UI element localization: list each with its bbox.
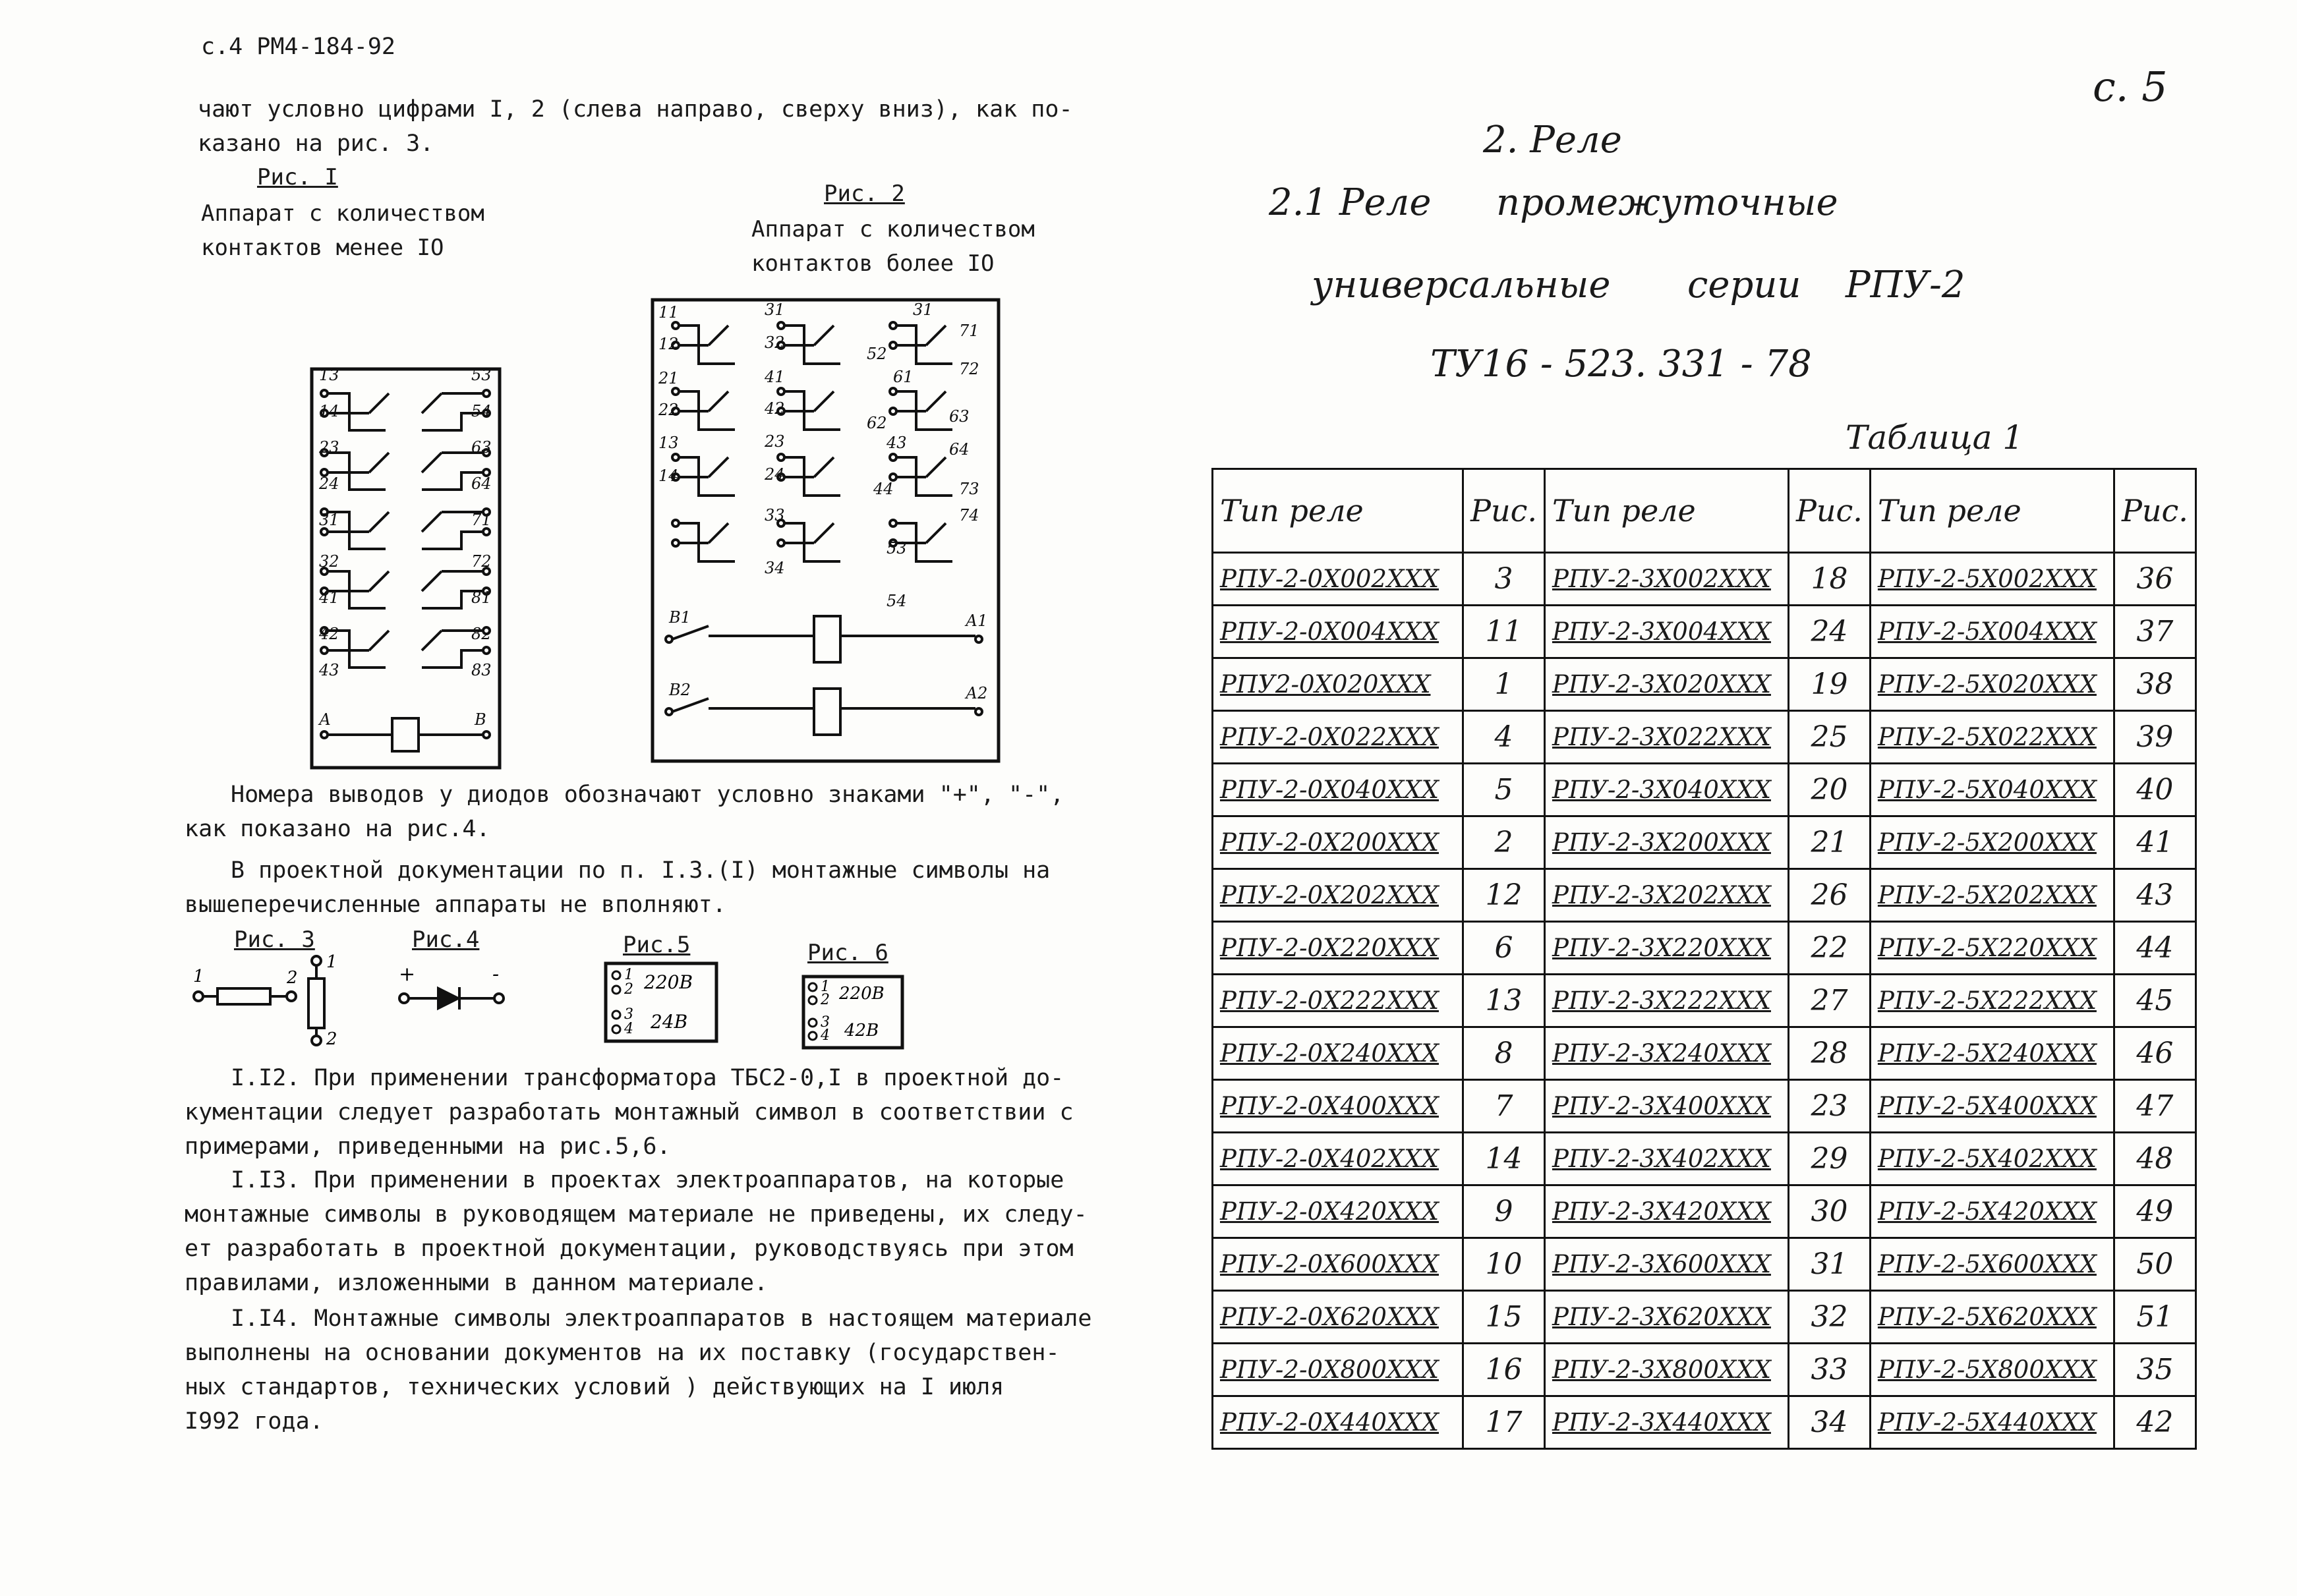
figure-5-caption bbox=[623, 929, 690, 961]
terminal-label: 42 bbox=[319, 625, 339, 643]
figure-number-cell: 20 bbox=[1788, 764, 1870, 816]
table-row bbox=[1213, 658, 2196, 711]
series-line-2: серии bbox=[1687, 264, 1801, 306]
figure-number-cell: 40 bbox=[2114, 764, 2195, 816]
relay-type-cell: РПУ-2-3Х002ХХХ bbox=[1544, 553, 1788, 606]
terminal-label: 43 bbox=[319, 661, 339, 679]
terminal-label: 13 bbox=[658, 434, 679, 452]
relay-type-cell: РПУ-2-0Х420ХХХ bbox=[1213, 1185, 1463, 1238]
figure-number-cell: 11 bbox=[1463, 606, 1545, 658]
section-title: 2. Реле bbox=[1483, 119, 1622, 161]
terminal-label: 53 bbox=[471, 366, 492, 384]
terminal-label: 22 bbox=[658, 401, 679, 419]
paragraph-1-14: I.I4. Монтажные символы электроаппаратов в настоящем материале выполнены на основании документов на их поставку (государствен- ных стандартов, технических условий ) действующих на I июля I992 года. bbox=[185, 1305, 1092, 1435]
table-row bbox=[1213, 922, 2196, 975]
figure-number-cell: 38 bbox=[2114, 658, 2195, 711]
figure-number-cell: 30 bbox=[1788, 1185, 1870, 1238]
figure-number-cell: 26 bbox=[1788, 869, 1870, 922]
fig5-terminal-label: 4 bbox=[624, 1021, 633, 1037]
paragraph-1-13: I.I3. При применении в проектах электроаппаратов, на которые монтажные символы в руководящем материале не приведены, их следу- ет разработать в проектной документации, руководствуясь при этом правилами, изложенными в данном материале. bbox=[185, 1167, 1088, 1296]
fig5-terminal-label: 3 bbox=[624, 1006, 633, 1023]
relay-type-cell: РПУ-2-3Х202ХХХ bbox=[1544, 869, 1788, 922]
terminal-label: 42 bbox=[765, 399, 785, 418]
paragraph-project-docs: В проектной документации по п. I.3.(I) монтажные символы на вышеперечисленные аппараты не вполняют. bbox=[185, 857, 1051, 918]
terminal-label: 43 bbox=[887, 434, 907, 452]
figure-6-number: Рис. 6 bbox=[807, 940, 888, 966]
relay-type-cell: РПУ-2-0Х022ХХХ bbox=[1213, 711, 1463, 764]
terminal-label: 44 bbox=[873, 480, 894, 498]
relay-type-cell: РПУ-2-3Х200ХХХ bbox=[1544, 816, 1788, 869]
figure-number-cell: 19 bbox=[1788, 658, 1870, 711]
relay-type-cell: РПУ-2-0Х800ХХХ bbox=[1213, 1344, 1463, 1396]
series-line-3: РПУ-2 bbox=[1846, 264, 1965, 306]
table-row bbox=[1213, 1396, 2196, 1449]
relay-type-cell: РПУ-2-3Х400ХХХ bbox=[1544, 1080, 1788, 1133]
table-row bbox=[1213, 1133, 2196, 1185]
figure-number-cell: 36 bbox=[2114, 553, 2195, 606]
terminal-label: 23 bbox=[319, 438, 339, 457]
terminal-label: 14 bbox=[658, 467, 679, 485]
fig5-terminal-label: 2 bbox=[624, 981, 633, 998]
relay-type-cell: РПУ-2-5Х004ХХХ bbox=[1870, 606, 2114, 658]
table-row bbox=[1213, 1291, 2196, 1344]
figure-number-cell: 34 bbox=[1788, 1396, 1870, 1449]
relay-type-cell: РПУ-2-3Х022ХХХ bbox=[1544, 711, 1788, 764]
relay-type-cell: РПУ-2-3Х420ХХХ bbox=[1544, 1185, 1788, 1238]
figure-number-cell: 25 bbox=[1788, 711, 1870, 764]
terminal-label: 63 bbox=[949, 407, 970, 426]
figure-number-cell: 5 bbox=[1463, 764, 1545, 816]
relay-type-cell: РПУ-2-3Х004ХХХ bbox=[1544, 606, 1788, 658]
header-figure: Рис. bbox=[1463, 469, 1545, 553]
table-row bbox=[1213, 553, 2196, 606]
subsection-number: 2.1 Реле bbox=[1269, 181, 1432, 224]
figure-number-cell: 28 bbox=[1788, 1027, 1870, 1080]
figure-4-caption bbox=[412, 924, 479, 955]
table-row bbox=[1213, 975, 2196, 1027]
fig6-voltage-42: 42В bbox=[844, 1021, 879, 1040]
table-row bbox=[1213, 869, 2196, 922]
terminal-label: 74 bbox=[959, 506, 979, 525]
header-relay-type: Тип реле bbox=[1213, 469, 1463, 553]
terminal-label: 63 bbox=[471, 438, 492, 457]
figure-number-cell: 50 bbox=[2114, 1238, 2195, 1291]
relay-type-cell: РПУ-2-5Х800ХХХ bbox=[1870, 1344, 2114, 1396]
fig6-terminal-label: 3 bbox=[821, 1014, 830, 1031]
page-header: с.4 РМ4-184-92 bbox=[201, 34, 396, 60]
fig3-label: 2 bbox=[287, 968, 298, 988]
figure-number-cell: 12 bbox=[1463, 869, 1545, 922]
relay-type-cell: РПУ-2-5Х402ХХХ bbox=[1870, 1133, 2114, 1185]
relay-type-cell: РПУ-2-5Х040ХХХ bbox=[1870, 764, 2114, 816]
figure-number-cell: 16 bbox=[1463, 1344, 1545, 1396]
figure-number-cell: 21 bbox=[1788, 816, 1870, 869]
fig5-voltage-24: 24В bbox=[651, 1011, 688, 1033]
fig5-terminal-label: 1 bbox=[624, 967, 633, 983]
table-row bbox=[1213, 1238, 2196, 1291]
figure-number-cell: 48 bbox=[2114, 1133, 2195, 1185]
terminal-label: А bbox=[319, 710, 332, 729]
fig4-minus-label: - bbox=[492, 963, 500, 986]
fig3-label: 2 bbox=[326, 1029, 337, 1048]
header-relay-type: Тип реле bbox=[1870, 469, 2114, 553]
relay-type-cell: РПУ-2-5Х620ХХХ bbox=[1870, 1291, 2114, 1344]
figure-number-cell: 32 bbox=[1788, 1291, 1870, 1344]
figure-number-cell: 37 bbox=[2114, 606, 2195, 658]
figure-number-cell: 10 bbox=[1463, 1238, 1545, 1291]
figure-5-number: Рис.5 bbox=[623, 932, 691, 958]
terminal-label: 11 bbox=[658, 303, 679, 322]
terminal-label: 24 bbox=[765, 465, 785, 484]
figure-3-number: Рис. 3 bbox=[234, 926, 315, 953]
terminal-label: 21 bbox=[658, 369, 679, 387]
terminal-label: 31 bbox=[319, 511, 339, 529]
table-row bbox=[1213, 764, 2196, 816]
figure-number-cell: 3 bbox=[1463, 553, 1545, 606]
relay-type-cell: РПУ-2-3Х620ХХХ bbox=[1544, 1291, 1788, 1344]
fig6-voltage-220: 220В bbox=[839, 984, 885, 1004]
figure-2-description: Аппарат с количеством контактов более IO bbox=[751, 216, 1035, 277]
figure-2-diagram bbox=[649, 297, 1005, 768]
relay-type-cell: РПУ-2-3Х240ХХХ bbox=[1544, 1027, 1788, 1080]
table-row bbox=[1213, 1185, 2196, 1238]
figure-2-number: Рис. 2 bbox=[824, 181, 905, 207]
terminal-label: 64 bbox=[949, 440, 970, 459]
terminal-label: 14 bbox=[319, 402, 339, 420]
relay-table bbox=[1211, 468, 2197, 1450]
relay-type-cell: РПУ-2-0Х220ХХХ bbox=[1213, 922, 1463, 975]
relay-type-cell: РПУ-2-0Х202ХХХ bbox=[1213, 869, 1463, 922]
terminal-label: 12 bbox=[658, 335, 679, 353]
relay-type-cell: РПУ-2-5Х202ХХХ bbox=[1870, 869, 2114, 922]
relay-type-cell: РПУ-2-5Х002ХХХ bbox=[1870, 553, 2114, 606]
terminal-label: 34 bbox=[765, 559, 785, 577]
figure-number-cell: 1 bbox=[1463, 658, 1545, 711]
terminal-label: В2 bbox=[669, 681, 691, 699]
terminal-label: А2 bbox=[966, 684, 988, 702]
figure-number-cell: 41 bbox=[2114, 816, 2195, 869]
figure-number-cell: 51 bbox=[2114, 1291, 2195, 1344]
terminal-label: 31 bbox=[913, 300, 933, 319]
figure-number-cell: 23 bbox=[1788, 1080, 1870, 1133]
terminal-label: 72 bbox=[471, 552, 492, 571]
terminal-label: 71 bbox=[471, 511, 492, 529]
relay-type-cell: РПУ-2-0Х440ХХХ bbox=[1213, 1396, 1463, 1449]
fig4-plus-label: + bbox=[399, 963, 416, 986]
terminal-label: 54 bbox=[471, 402, 492, 420]
terminal-label: 24 bbox=[319, 474, 339, 493]
relay-type-cell: РПУ-2-3Х800ХХХ bbox=[1544, 1344, 1788, 1396]
figure-1-caption bbox=[198, 161, 514, 193]
figure-number-cell: 18 bbox=[1788, 553, 1870, 606]
terminal-label: 41 bbox=[319, 588, 339, 607]
figure-number-cell: 24 bbox=[1788, 606, 1870, 658]
figure-number-cell: 15 bbox=[1463, 1291, 1545, 1344]
relay-type-cell: РПУ-2-0Х620ХХХ bbox=[1213, 1291, 1463, 1344]
figure-number-cell: 31 bbox=[1788, 1238, 1870, 1291]
figure-number-cell: 47 bbox=[2114, 1080, 2195, 1133]
terminal-label: 64 bbox=[471, 474, 492, 493]
relay-type-cell: РПУ-2-3Х600ХХХ bbox=[1544, 1238, 1788, 1291]
terminal-label: 31 bbox=[765, 300, 785, 319]
series-line-1: универсальные bbox=[1312, 264, 1611, 306]
figure-number-cell: 4 bbox=[1463, 711, 1545, 764]
relay-type-cell: РПУ2-0Х020ХХХ bbox=[1213, 658, 1463, 711]
relay-type-cell: РПУ-2-0Х402ХХХ bbox=[1213, 1133, 1463, 1185]
figure-2-caption bbox=[751, 178, 1068, 210]
page-number: с. 5 bbox=[2093, 63, 2168, 111]
terminal-label: 62 bbox=[867, 414, 887, 432]
header-relay-type: Тип реле bbox=[1544, 469, 1788, 553]
relay-type-cell: РПУ-2-5Х220ХХХ bbox=[1870, 922, 2114, 975]
specification-number: ТУ16 - 523. 331 - 78 bbox=[1430, 343, 1812, 385]
relay-type-cell: РПУ-2-5Х020ХХХ bbox=[1870, 658, 2114, 711]
terminal-label: 41 bbox=[765, 368, 785, 386]
relay-type-cell: РПУ-2-5Х240ХХХ bbox=[1870, 1027, 2114, 1080]
figure-number-cell: 13 bbox=[1463, 975, 1545, 1027]
figure-number-cell: 14 bbox=[1463, 1133, 1545, 1185]
figure-1-diagram bbox=[310, 366, 508, 774]
relay-type-cell: РПУ-2-5Х600ХХХ bbox=[1870, 1238, 2114, 1291]
relay-type-cell: РПУ-2-3Х222ХХХ bbox=[1544, 975, 1788, 1027]
terminal-label: 83 bbox=[471, 661, 492, 679]
figure-number-cell: 22 bbox=[1788, 922, 1870, 975]
relay-type-cell: РПУ-2-5Х022ХХХ bbox=[1870, 711, 2114, 764]
terminal-label: 82 bbox=[471, 625, 492, 643]
subsection-title: промежуточные bbox=[1496, 181, 1838, 224]
figure-number-cell: 29 bbox=[1788, 1133, 1870, 1185]
figure-number-cell: 49 bbox=[2114, 1185, 2195, 1238]
relay-type-cell: РПУ-2-0Х200ХХХ bbox=[1213, 816, 1463, 869]
relay-type-cell: РПУ-2-3Х020ХХХ bbox=[1544, 658, 1788, 711]
relay-type-cell: РПУ-2-3Х220ХХХ bbox=[1544, 922, 1788, 975]
fig6-terminal-label: 2 bbox=[821, 992, 830, 1008]
terminal-label: 32 bbox=[319, 552, 339, 571]
figure-number-cell: 46 bbox=[2114, 1027, 2195, 1080]
relay-type-cell: РПУ-2-5Х400ХХХ bbox=[1870, 1080, 2114, 1133]
figure-number-cell: 44 bbox=[2114, 922, 2195, 975]
paragraph-1-12: I.I2. При применении трансформатора ТБС2-0,I в проектной до- кументации следует разработать монтажный символ в соответствии с примерами, приведенными на рис.5,6. bbox=[185, 1065, 1074, 1160]
terminal-label: 61 bbox=[893, 368, 914, 386]
relay-type-cell: РПУ-2-3Х440ХХХ bbox=[1544, 1396, 1788, 1449]
table-header-row bbox=[1213, 469, 2196, 553]
terminal-label: 72 bbox=[959, 360, 979, 378]
terminal-label: 52 bbox=[867, 345, 887, 363]
figure-number-cell: 27 bbox=[1788, 975, 1870, 1027]
figure-number-cell: 42 bbox=[2114, 1396, 2195, 1449]
terminal-label: 71 bbox=[959, 322, 979, 340]
relay-type-cell: РПУ-2-0Х600ХХХ bbox=[1213, 1238, 1463, 1291]
figure-4-diode-diagram bbox=[392, 962, 517, 1021]
figure-1-description: Аппарат с количеством контактов менее IO bbox=[201, 200, 484, 261]
table-row bbox=[1213, 1080, 2196, 1133]
relay-type-cell: РПУ-2-0Х222ХХХ bbox=[1213, 975, 1463, 1027]
relay-type-cell: РПУ-2-5Х440ХХХ bbox=[1870, 1396, 2114, 1449]
relay-type-cell: РПУ-2-3Х040ХХХ bbox=[1544, 764, 1788, 816]
relay-type-cell: РПУ-2-5Х200ХХХ bbox=[1870, 816, 2114, 869]
relay-type-cell: РПУ-2-0Х240ХХХ bbox=[1213, 1027, 1463, 1080]
figure-number-cell: 2 bbox=[1463, 816, 1545, 869]
terminal-label: 54 bbox=[887, 592, 907, 610]
figure-5-transformer-diagram bbox=[603, 961, 722, 1046]
intro-paragraph: чают условно цифрами I, 2 (слева направо, сверху вниз), как по- казано на рис. 3. bbox=[198, 96, 1073, 157]
terminal-label: 13 bbox=[319, 366, 339, 384]
figure-number-cell: 33 bbox=[1788, 1344, 1870, 1396]
figure-3-resistor-diagram bbox=[188, 949, 359, 1048]
terminal-label: 23 bbox=[765, 432, 785, 451]
relay-type-cell: РПУ-2-0Х400ХХХ bbox=[1213, 1080, 1463, 1133]
terminal-label: 81 bbox=[471, 588, 492, 607]
table-row bbox=[1213, 816, 2196, 869]
fig3-label: 1 bbox=[326, 952, 337, 972]
header-figure: Рис. bbox=[2114, 469, 2195, 553]
figure-6-caption bbox=[807, 937, 888, 969]
table-caption: Таблица 1 bbox=[1846, 418, 2024, 457]
relay-type-cell: РПУ-2-0Х040ХХХ bbox=[1213, 764, 1463, 816]
terminal-label: 53 bbox=[887, 539, 907, 557]
figure-number-cell: 35 bbox=[2114, 1344, 2195, 1396]
table-row bbox=[1213, 711, 2196, 764]
terminal-label: 33 bbox=[765, 506, 785, 525]
fig3-label: 1 bbox=[193, 967, 204, 986]
relay-type-cell: РПУ-2-0Х002ХХХ bbox=[1213, 553, 1463, 606]
terminal-label: В1 bbox=[669, 608, 691, 627]
terminal-label: В bbox=[475, 710, 486, 729]
relay-type-cell: РПУ-2-3Х402ХХХ bbox=[1544, 1133, 1788, 1185]
figure-4-number: Рис.4 bbox=[412, 926, 480, 953]
figure-number-cell: 9 bbox=[1463, 1185, 1545, 1238]
header-figure: Рис. bbox=[1788, 469, 1870, 553]
paragraph-diodes: Номера выводов у диодов обозначают условно знаками "+", "-", как показано на рис.4. bbox=[185, 782, 1064, 842]
figure-number-cell: 8 bbox=[1463, 1027, 1545, 1080]
figure-6-transformer-diagram bbox=[801, 974, 906, 1053]
relay-type-cell: РПУ-2-0Х004ХХХ bbox=[1213, 606, 1463, 658]
figure-number-cell: 17 bbox=[1463, 1396, 1545, 1449]
figure-number-cell: 7 bbox=[1463, 1080, 1545, 1133]
fig5-voltage-220: 220В bbox=[644, 971, 693, 993]
fig6-terminal-label: 1 bbox=[821, 979, 830, 995]
table-row bbox=[1213, 1344, 2196, 1396]
terminal-label: 73 bbox=[959, 480, 979, 498]
terminal-label: 32 bbox=[765, 333, 785, 352]
figure-number-cell: 45 bbox=[2114, 975, 2195, 1027]
terminal-label: А1 bbox=[966, 612, 988, 630]
relay-type-cell: РПУ-2-5Х222ХХХ bbox=[1870, 975, 2114, 1027]
table-row bbox=[1213, 606, 2196, 658]
figure-number-cell: 6 bbox=[1463, 922, 1545, 975]
relay-type-cell: РПУ-2-5Х420ХХХ bbox=[1870, 1185, 2114, 1238]
fig6-terminal-label: 4 bbox=[821, 1027, 830, 1044]
figure-number-cell: 43 bbox=[2114, 869, 2195, 922]
figure-number-cell: 39 bbox=[2114, 711, 2195, 764]
table-row bbox=[1213, 1027, 2196, 1080]
figure-1-number: Рис. I bbox=[257, 164, 338, 190]
